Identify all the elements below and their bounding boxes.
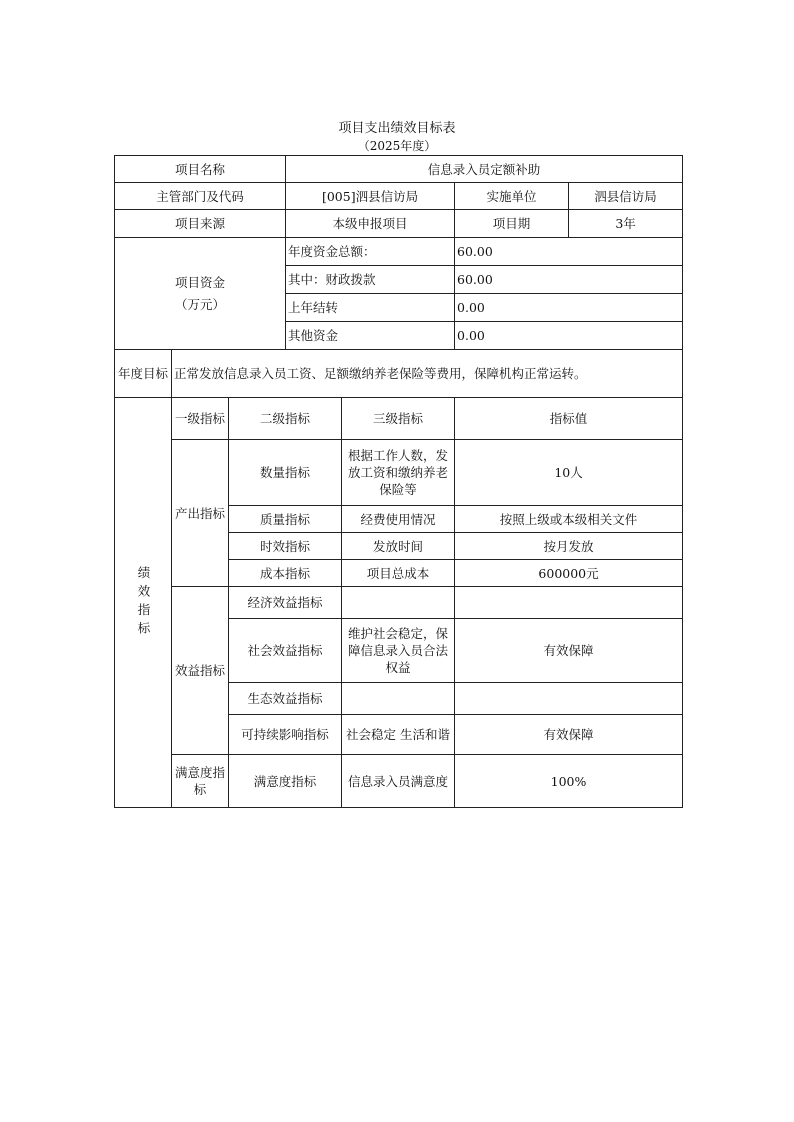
level3-cell: 信息录入员满意度 xyxy=(342,755,455,808)
impl-unit-value: 泗县信访局 xyxy=(569,183,683,210)
header-level3: 三级指标 xyxy=(342,398,455,440)
value-cell: 10人 xyxy=(455,440,683,506)
header-value: 指标值 xyxy=(455,398,683,440)
level2-cell: 时效指标 xyxy=(229,533,342,560)
level2-cell: 满意度指标 xyxy=(229,755,342,808)
funds-row-value: 60.00 xyxy=(455,238,683,266)
level2-cell: 生态效益指标 xyxy=(229,683,342,715)
project-name-value: 信息录入员定额补助 xyxy=(286,156,683,183)
level3-cell: 经费使用情况 xyxy=(342,506,455,533)
level2-cell: 可持续影响指标 xyxy=(229,715,342,755)
level3-cell: 项目总成本 xyxy=(342,560,455,587)
funds-label xyxy=(115,238,286,350)
document-subtitle: （2025年度） xyxy=(357,139,437,153)
level2-cell: 质量指标 xyxy=(229,506,342,533)
funds-label-line1: 项目资金 xyxy=(175,274,226,290)
value-cell xyxy=(455,587,683,619)
value-cell: 有效保障 xyxy=(455,715,683,755)
funds-row-label: 其中：财政拨款 xyxy=(286,266,455,294)
annual-goal-label: 年度目标 xyxy=(115,350,172,398)
level2-cell: 成本指标 xyxy=(229,560,342,587)
funds-row-value: 0.00 xyxy=(455,322,683,350)
header-level2: 二级指标 xyxy=(229,398,342,440)
level3-cell xyxy=(342,587,455,619)
project-name-label: 项目名称 xyxy=(115,156,286,183)
value-cell xyxy=(455,683,683,715)
level3-cell xyxy=(342,683,455,715)
benefit-indicator-label: 效益指标 xyxy=(172,587,229,755)
performance-target-table xyxy=(114,155,683,808)
funds-row-value: 0.00 xyxy=(455,294,683,322)
level3-cell: 根据工作人数，发放工资和缴纳养老保险等 xyxy=(342,440,455,506)
level2-cell: 社会效益指标 xyxy=(229,619,342,683)
dept-label: 主管部门及代码 xyxy=(115,183,286,210)
source-label: 项目来源 xyxy=(115,210,286,238)
period-label: 项目期 xyxy=(455,210,569,238)
funds-row-label: 上年结转 xyxy=(286,294,455,322)
funds-row-value: 60.00 xyxy=(455,266,683,294)
funds-row-label: 其他资金 xyxy=(286,322,455,350)
level3-cell: 社会稳定 生活和谐 xyxy=(342,715,455,755)
funds-label-line2: （万元） xyxy=(175,296,226,312)
level2-cell: 经济效益指标 xyxy=(229,587,342,619)
value-cell: 有效保障 xyxy=(455,619,683,683)
value-cell: 按月发放 xyxy=(455,533,683,560)
funds-row-label: 年度资金总额： xyxy=(286,238,455,266)
annual-goal-text: 正常发放信息录入员工资、足额缴纳养老保险等费用，保障机构正常运转。 xyxy=(172,350,683,398)
value-cell: 600000元 xyxy=(455,560,683,587)
indicators-section-label: 绩效指标 xyxy=(115,398,172,808)
header-level1: 一级指标 xyxy=(172,398,229,440)
output-indicator-label: 产出指标 xyxy=(172,440,229,587)
document-title: 项目支出绩效目标表 xyxy=(338,121,456,136)
level2-cell: 数量指标 xyxy=(229,440,342,506)
dept-value: [005]泗县信访局 xyxy=(286,183,455,210)
value-cell: 100% xyxy=(455,755,683,808)
impl-unit-label: 实施单位 xyxy=(455,183,569,210)
source-value: 本级申报项目 xyxy=(286,210,455,238)
period-value: 3年 xyxy=(569,210,683,238)
satisfaction-indicator-label: 满意度指标 xyxy=(172,755,229,808)
level3-cell: 维护社会稳定，保障信息录入员合法权益 xyxy=(342,619,455,683)
value-cell: 按照上级或本级相关文件 xyxy=(455,506,683,533)
level3-cell: 发放时间 xyxy=(342,533,455,560)
